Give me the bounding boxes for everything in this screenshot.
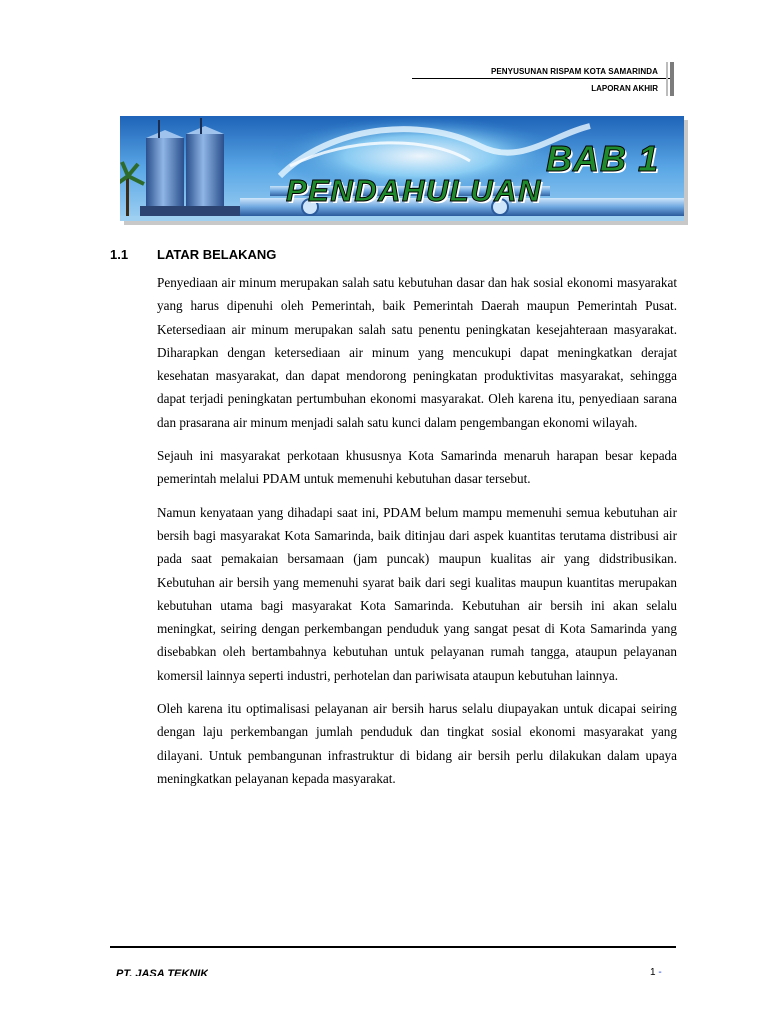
header-rule: [412, 78, 670, 79]
header-title: PENYUSUNAN RISPAM KOTA SAMARINDA: [490, 67, 658, 76]
footer-rule: [110, 946, 676, 948]
section-body: [157, 271, 677, 800]
chapter-banner: [120, 116, 684, 221]
running-header: [412, 62, 674, 96]
page-number-suffix: -: [658, 967, 662, 976]
paragraph: Namun kenyataan yang dihadapi saat ini, PDAM belum mampu memenuhi semua kebutuhan air bersih bagi masyarakat Kota Samarinda, baik ditinjau dari aspek kuantitas terutama distribusi air pada saat pemakaian bersamaan (jam puncak) maupun kualitas air yang didstribusikan. Kebutuhan air bersih yang memenuhi syarat baik dari segi kualitas maupun kuantitas merupakan kebutuhan utama bagi masyarakat Kota Samarinda. Kebutuhan air bersih ini akan selalu meningkat, seiring dengan perkembangan penduduk yang sangat pesat di Kota Samarinda yang disebabkan oleh bertambahnya kebutuhan untuk pelayanan rumah tangga, ataupun pelayanan komersil lainnya seperti industri, perhotelan dan pariwisata ataupun kebutuhan lainnya.: [157, 504, 677, 683]
page-number-value: 1: [650, 967, 656, 976]
chapter-title: PENDAHULUAN: [286, 173, 542, 208]
paragraph: Penyediaan air minum merupakan salah satu kebutuhan dasar dan hak sosial ekonomi masyarakat yang harus dipenuhi oleh Pemerintah, baik Pemerintah Daerah maupun Pemerintah Pusat. Ketersediaan air minum merupakan salah satu penentu peningkatan kesejahteraan masyarakat. Diharapkan dengan ketersediaan air minum yang mencukupi dapat meningkatkan derajat kesehatan masyarakat, dan dapat mendorong peningkatan produktivitas masyarakat, sehingga dapat terjadi peningkatan pertumbuhan ekonomi masyarakat. Oleh karena itu, penyediaan sarana dan prasarana air minum menjadi salah satu kunci dalam pengembangan ekonomi wilayah.: [157, 275, 677, 430]
header-subtitle: LAPORAN AKHIR: [591, 84, 658, 93]
section-title: LATAR BELAKANG: [157, 247, 277, 262]
page-number: [650, 966, 662, 976]
footer-company: PT. JASA TEKNIK: [116, 968, 209, 976]
paragraph: Sejauh ini masyarakat perkotaan khususnya Kota Samarinda menaruh harapan besar kepada pemerintah melalui PDAM untuk memenuhi kebutuhan dasar tersebut.: [157, 448, 677, 487]
chapter-number: BAB 1: [546, 138, 660, 179]
paragraph: Oleh karena itu optimalisasi pelayanan air bersih harus selalu diupayakan untuk dicapai seiring dengan laju perkembangan jumlah penduduk dan tingkat sosial ekonomi masyarakat yang dilayani. Untuk pembangunan infrastruktur di bidang air bersih perlu dilakukan dalam upaya meningkatkan pelayanan kepada masyarakat.: [157, 701, 677, 786]
section-number: 1.1: [110, 247, 129, 262]
header-bar-light: [666, 62, 668, 96]
header-bar-dark: [670, 62, 674, 96]
